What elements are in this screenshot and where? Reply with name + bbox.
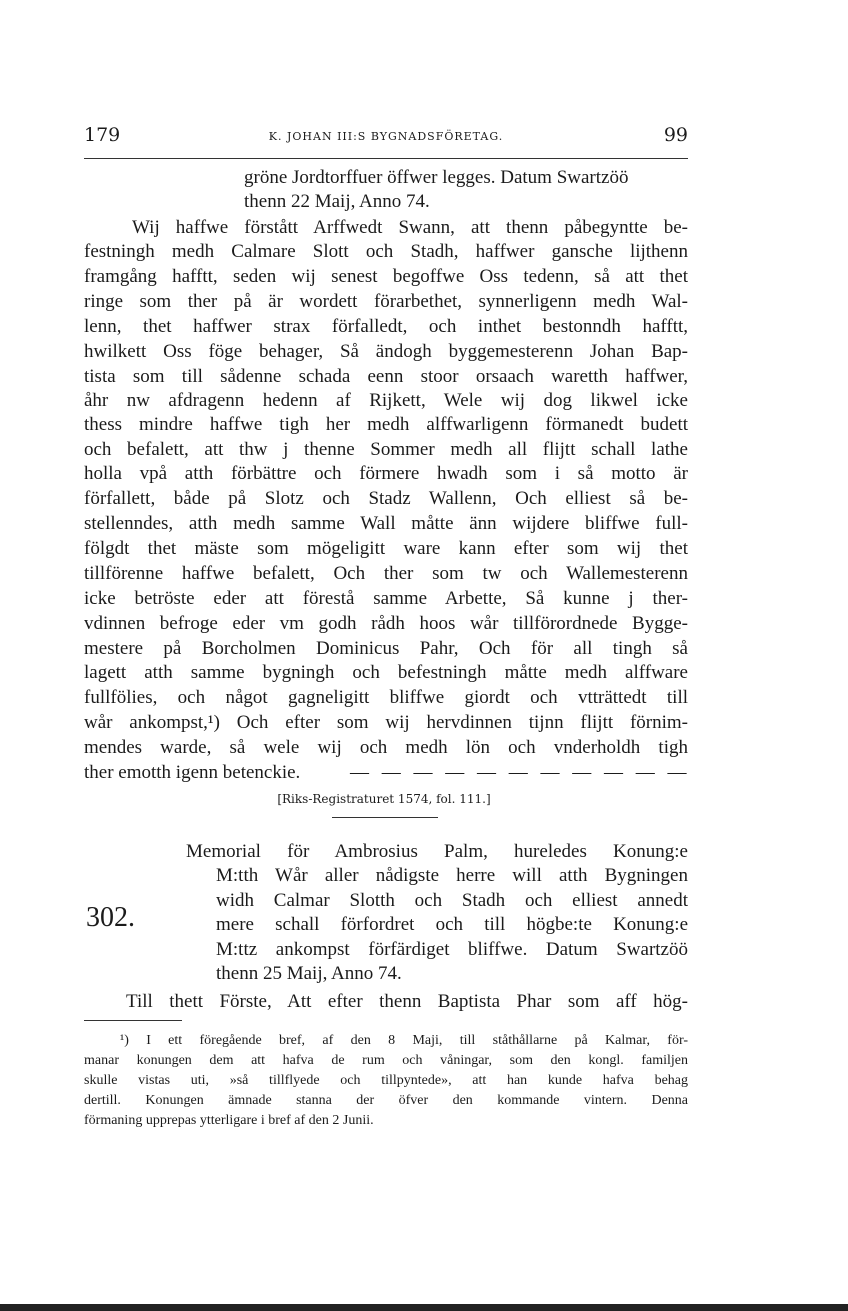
body-line: ther emotth igenn betenckie. <box>84 762 301 783</box>
body-line: mendes warde, så wele wij och medh lön och vnderholdh tigh <box>84 737 688 758</box>
body-line: lenn, thet haffwer strax förfalledt, och inthet bestonndh hafftt, <box>84 316 688 337</box>
body-line: tillförenne haffwe befalett, Och ther som tw och Wallemesterenn <box>84 563 688 584</box>
dash-line: — — — — — — — — — — — <box>350 762 691 783</box>
body-line: lagett atth samme bygningh och befestningh måtte medh alffware <box>84 662 688 683</box>
body-line: vdinnen befroge eder vm godh rådh hoos wår tillförordnede Bygge- <box>84 613 688 634</box>
body-line: Wij haffwe förstått Arffwedt Swann, att thenn påbegyntte be- <box>132 217 688 238</box>
page-header <box>84 124 688 150</box>
footnote-line: ¹) I ett föregående bref, af den 8 Maji, till ståthållarne på Kalmar, för- <box>120 1033 688 1048</box>
scan-edge <box>0 1304 848 1311</box>
footnote-line: förmaning upprepas ytterligare i bref af den 2 Junii. <box>84 1113 374 1128</box>
section-heading-line: M:ttz ankompst förfärdiget bliffwe. Datum Swartzöö <box>216 939 688 960</box>
section-heading-line: widh Calmar Slotth och Stadh och elliest annedt <box>216 890 688 911</box>
body-line: stellenndes, atth medh samme Wall måtte änn wijdere bliffwe full- <box>84 513 688 534</box>
body-line: åhr nw afdragenn hedenn af Rijkett, Wele wij dog likwel icke <box>84 390 688 411</box>
footnote-line: skulle vistas uti, »så tillflyede och tillpyntede», att han kunde hafva behag <box>84 1073 688 1088</box>
body-line: tista som till sådenne schada eenn stoor orsaach waretth haffwer, <box>84 366 688 387</box>
body-line: icke betröste eder att förestå samme Arbette, Så kunne j ther- <box>84 588 688 609</box>
body-line: ringe som ther på är wordett förarbethet, synnerligenn medh Wal- <box>84 291 688 312</box>
header-rule <box>84 158 688 159</box>
body-line: holla vpå atth förbättre och förmere hwadh som i så motto är <box>84 463 688 484</box>
body-line: thess mindre haffwe tigh her medh alffwarligenn förmanedt budett <box>84 414 688 435</box>
page-number-right: 99 <box>663 124 688 146</box>
body-line: wår ankompst,¹) Och efter som wij hervdinnen tijnn flijtt förnim- <box>84 712 688 733</box>
footnote-line: dertill. Konungen ämnade stanna der öfver den kommande vintern. Denna <box>84 1093 688 1108</box>
body-line: fölgdt thet mäste som mögeligitt ware kann efter som wij thet <box>84 538 688 559</box>
body-line: festningh medh Calmare Slott och Stadh, haffwer gansche lijthenn <box>84 241 688 262</box>
section-heading-line: Memorial för Ambrosius Palm, hureledes Konung:e <box>186 841 688 862</box>
running-title: K. JOHAN III:S BYGNADSFÖRETAG. <box>268 130 504 143</box>
section-heading-line: M:tth Wår aller nådigste herre will atth Bygningen <box>216 865 688 886</box>
body-line: hwilkett Oss föge behager, Så ändogh byggemesterenn Johan Bap- <box>84 341 688 362</box>
body-line: framgång hafftt, seden wij senest begoffwe Oss tedenn, så att thet <box>84 266 688 287</box>
footnote-line: manar konungen dem att hafva de rum och våningar, som den kongl. familjen <box>84 1053 688 1068</box>
page-number-left: 179 <box>84 124 121 146</box>
footnote-rule <box>84 1020 182 1021</box>
section-body-line: Till thett Förste, Att efter thenn Baptista Phar som aff hög- <box>126 991 688 1012</box>
body-line: mestere på Borcholmen Dominicus Pahr, Och för all tingh så <box>84 638 688 659</box>
section-divider <box>332 817 438 818</box>
section-heading-line: mere schall förfordret och till högbe:te Konung:e <box>216 914 688 935</box>
body-line: gröne Jordtorffuer öffwer legges. Datum Swartzöö <box>244 167 629 188</box>
section-number: 302. <box>86 902 135 933</box>
body-line: förfallett, både på Slotz och Stadz Wallenn, Och elliest så be- <box>84 488 688 509</box>
body-line: thenn 22 Maij, Anno 74. <box>244 191 430 212</box>
body-line: fullfölies, och något gagneligitt bliffwe giordt och vtträttedt till <box>84 687 688 708</box>
body-line: och befalett, att thw j thenne Sommer medh all flijtt schall lathe <box>84 439 688 460</box>
source-citation: [Riks-Registraturet 1574, fol. 111.] <box>277 792 491 806</box>
section-heading-line: thenn 25 Maij, Anno 74. <box>216 963 402 984</box>
